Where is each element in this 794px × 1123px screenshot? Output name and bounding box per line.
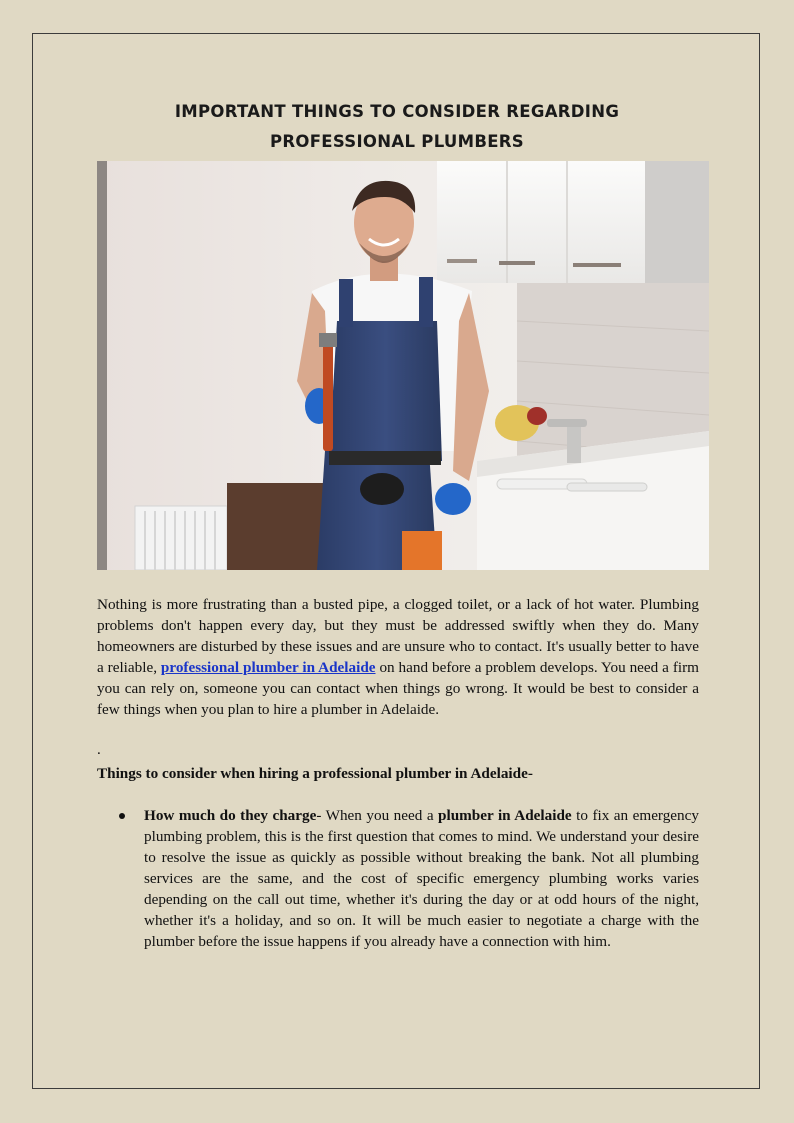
list-item bbox=[97, 805, 699, 952]
bullet-lead: How much do they charge bbox=[144, 807, 317, 824]
title-line-2: PROFESSIONAL PLUMBERS bbox=[270, 132, 524, 151]
bullet-icon bbox=[119, 813, 125, 819]
adelaide-plumber-link[interactable]: professional plumber in Adelaide bbox=[160, 659, 376, 676]
page-title bbox=[97, 97, 697, 157]
intro-paragraph bbox=[97, 594, 699, 720]
hero-image bbox=[97, 161, 709, 570]
bullet-dash: - When you need a bbox=[316, 807, 439, 824]
intro-text-after: on hand before a problem develops. You need a firm you can rely on, someone you can contact when things go wrong. It would be best to consider a few things when you plan to hire a plumber in Adelaide. bbox=[97, 659, 699, 718]
bullet-bold-phrase: plumber in Adelaide bbox=[438, 807, 572, 824]
bullet-body: to fix an emergency plumbing problem, this is the first question that comes to mind. We understand your desire to resolve the issue as quickly as possible without breaking the bank. Not all plumbing services are the same, and the cost of specific emergency plumbing works varies depending on the call out time, whether it's during the day or at odd hours of the night, whether it's a holiday, and so on. It will be much easier to negotiate a charge with the plumber before the issue happens if you already have a connection with him. bbox=[144, 807, 699, 950]
separator-dot: . bbox=[97, 742, 101, 758]
considerations-list bbox=[97, 805, 699, 952]
title-line-1: IMPORTANT THINGS TO CONSIDER REGARDING bbox=[174, 102, 620, 121]
plumber-photo-icon bbox=[97, 161, 709, 570]
section-heading: Things to consider when hiring a professional plumber in Adelaide- bbox=[97, 765, 533, 782]
intro-text-before: Nothing is more frustrating than a busted pipe, a clogged toilet, or a lack of hot water. Plumbing problems don't happen every day, but they must be addressed swiftly when they do. Many homeowners are disturbed by these issues and are unsure who to contact. It's usually better to have a reliable, bbox=[97, 596, 699, 676]
